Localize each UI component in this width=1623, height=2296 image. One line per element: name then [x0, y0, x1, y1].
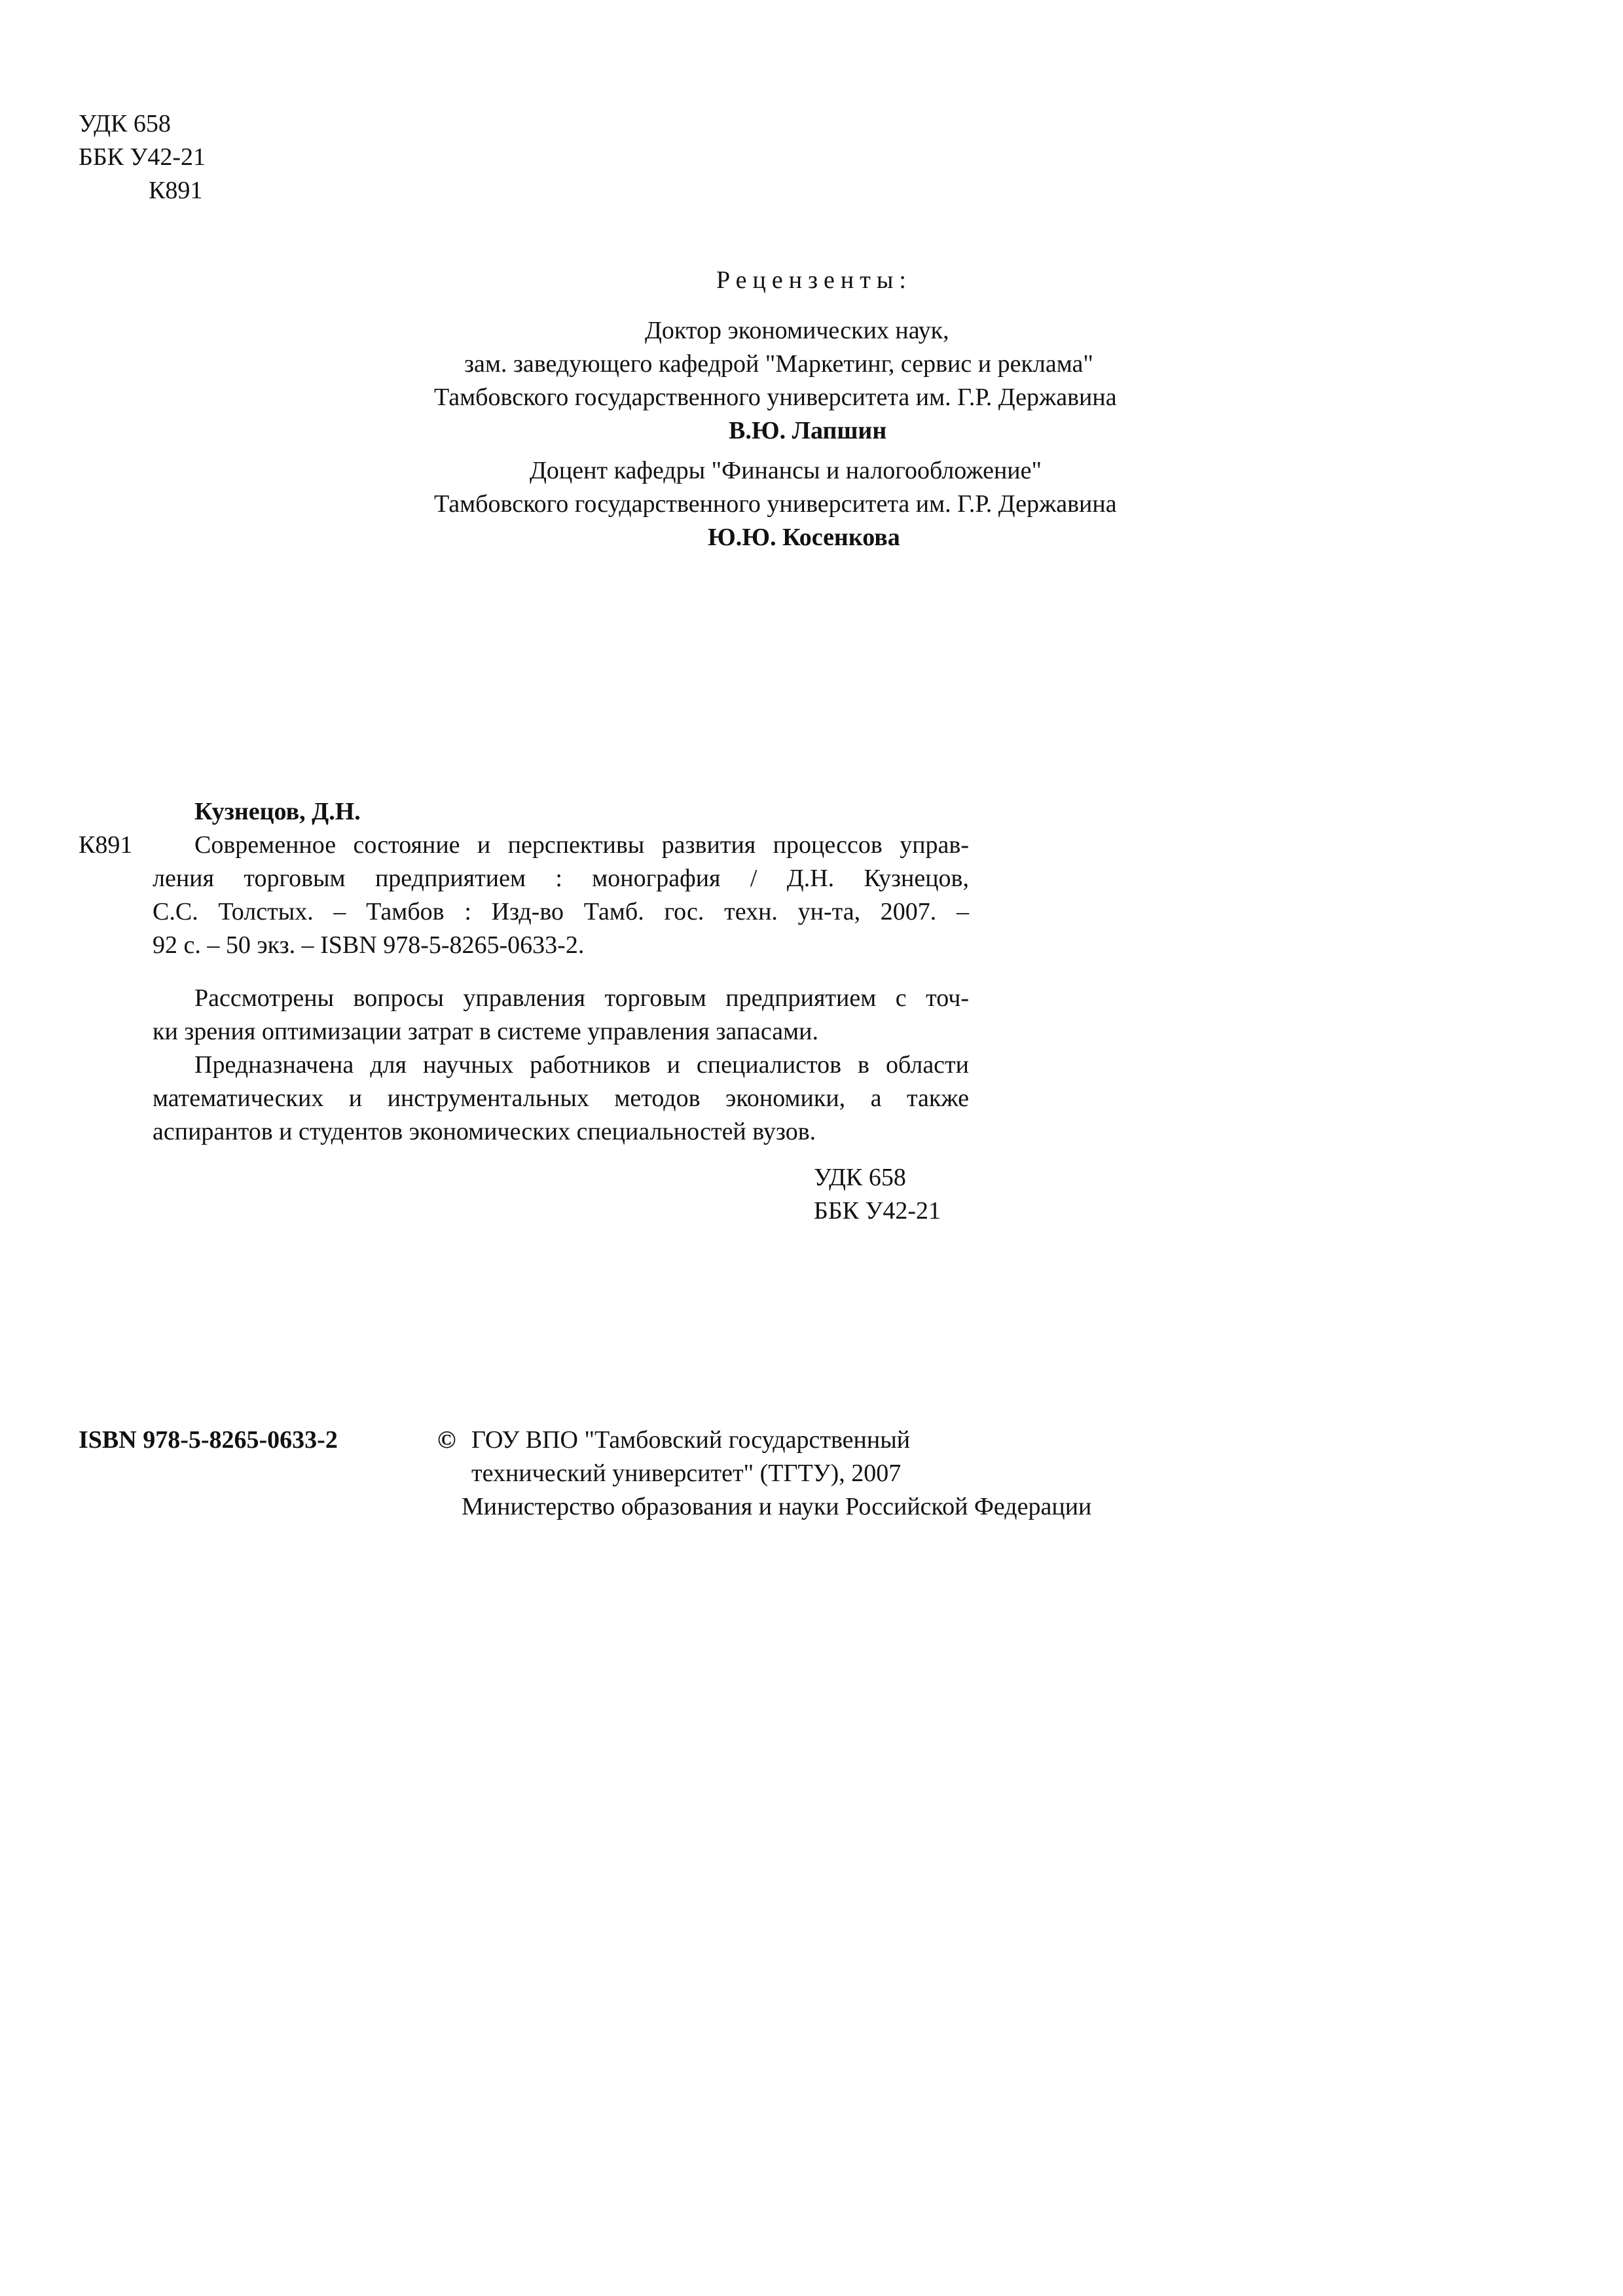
header-udk: УДК 658 [79, 110, 171, 137]
copyright-line-2: технический университет" (ТГТУ), 2007 [471, 1460, 902, 1487]
header-author-mark: К891 [149, 177, 203, 204]
reviewer2-name: Ю.Ю. Косенкова [708, 524, 900, 551]
copyright-icon: © [437, 1426, 456, 1454]
catalog-description-line: С.С. Толстых. – Тамбов : Изд-во Тамб. гос. техн. ун-та, 2007. – [153, 898, 969, 925]
catalog-audience-line: аспирантов и студентов экономических специальностей вузов. [153, 1118, 816, 1145]
catalog-description-line: 92 с. – 50 экз. – ISBN 978-5-8265-0633-2. [153, 931, 585, 959]
catalog-bbk: ББК У42-21 [814, 1197, 941, 1225]
reviewer2-university: Тамбовского государственного университета им. Г.Р. Державина [434, 490, 1117, 518]
catalog-description-line: ления торговым предприятием : монография / Д.Н. Кузнецов, [153, 865, 969, 892]
copyright-line-3: Министерство образования и науки Российской Федерации [462, 1493, 1092, 1520]
reviewer1-name: В.Ю. Лапшин [729, 417, 887, 444]
isbn: ISBN 978-5-8265-0633-2 [79, 1426, 338, 1454]
catalog-abstract-line: Рассмотрены вопросы управления торговым предприятием с точ- [194, 984, 969, 1012]
header-bbk: ББК У42-21 [79, 143, 206, 171]
catalog-mark: К891 [79, 831, 133, 859]
reviewer1-position: зам. заведующего кафедрой "Маркетинг, сервис и реклама" [464, 350, 1093, 378]
catalog-audience-line: математических и инструментальных методов экономики, а также [153, 1085, 969, 1112]
reviewer2-position: Доцент кафедры "Финансы и налогообложение" [530, 457, 1042, 484]
catalog-audience-line: Предназначена для научных работников и специалистов в области [194, 1051, 969, 1079]
catalog-abstract-line: ки зрения оптимизации затрат в системе управления запасами. [153, 1018, 819, 1045]
reviewer1-university: Тамбовского государственного университета им. Г.Р. Державина [434, 384, 1117, 411]
reviewers-heading: Рецензенты: [716, 266, 912, 294]
copyright-line-1: ГОУ ВПО "Тамбовский государственный [471, 1426, 911, 1454]
reviewer1-degree: Доктор экономических наук, [645, 317, 949, 344]
catalog-author: Кузнецов, Д.Н. [194, 798, 361, 825]
catalog-udk: УДК 658 [814, 1164, 906, 1191]
catalog-description-line: Современное состояние и перспективы развития процессов управ- [194, 831, 969, 859]
